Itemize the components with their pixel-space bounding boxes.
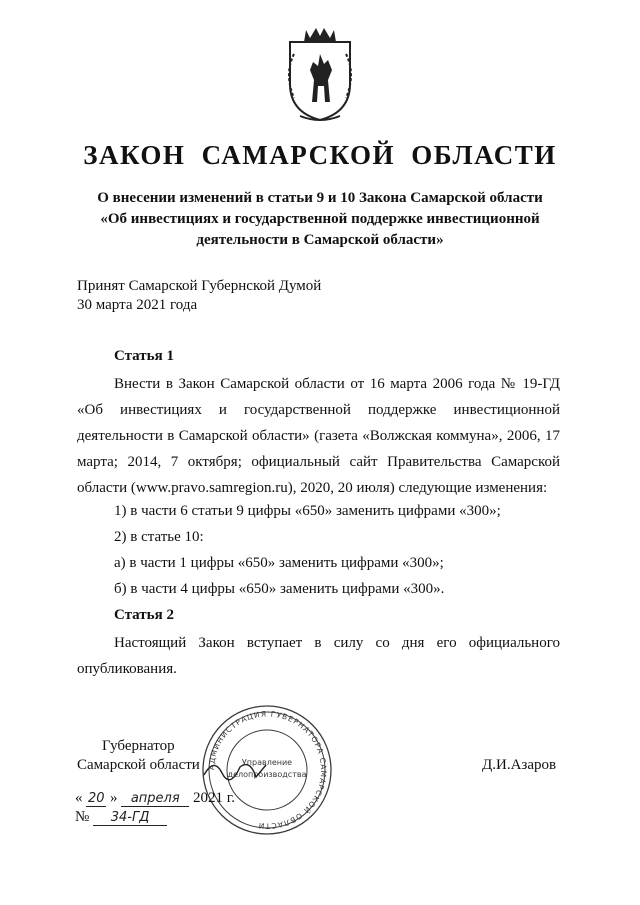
date-month: апреля	[121, 791, 189, 807]
adopted-date: 30 марта 2021 года	[77, 297, 198, 313]
article-2-text: Настоящий Закон вступает в силу со дня его официального опубликования.	[77, 635, 560, 677]
date-close-quote: »	[110, 790, 118, 806]
governor-name: Д.И.Азаров	[482, 757, 557, 773]
article-1-item: а) в части 1 цифры «650» заменить цифрами «300»;	[114, 555, 444, 571]
article-1-heading: Статья 1	[114, 348, 174, 364]
adopted-by: Принят Самарской Губернской Думой	[77, 278, 322, 294]
seal-outer-text: АДМИНИСТРАЦИЯ ГУБЕРНАТОРА САМАРСКОЙ ОБЛАСТИ	[206, 709, 329, 831]
seal-inner-line: делопроизводства	[227, 770, 307, 779]
number-prefix: №	[75, 809, 90, 825]
article-1-item: б) в части 4 цифры «650» заменить цифрами «300».	[114, 581, 445, 597]
date-year: 2021 г.	[193, 790, 235, 806]
date-open-quote: «	[75, 790, 83, 806]
signing-date	[75, 790, 235, 807]
law-title: ЗАКОН САМАРСКОЙ ОБЛАСТИ	[83, 140, 557, 170]
coat-of-arms-emblem	[280, 24, 360, 124]
subtitle-line: «Об инвестициях и государственной поддержке инвестиционной	[100, 211, 540, 227]
date-day: 20	[87, 791, 105, 806]
governor-title: Губернатор	[102, 738, 175, 754]
article-1-item: 1) в части 6 статьи 9 цифры «650» заменить цифрами «300»;	[114, 503, 501, 519]
law-number	[75, 809, 167, 826]
article-1-text: Внести в Закон Самарской области от 16 марта 2006 года № 19-ГД «Об инвестициях и государственной поддержке инвестиционной деятельности в Самарской области» (газета «Волжская коммуна», 2006, 17 марта; 2014, 7 октября; официальный сайт Правительства Самарской области (www.pravo.samregion.ru), 2020, 20 июля) следующие изменения:	[77, 376, 560, 496]
law-subtitle	[60, 188, 580, 251]
subtitle-line: деятельности в Самарской области»	[196, 232, 444, 248]
article-2-heading: Статья 2	[114, 607, 174, 623]
article-1-item: 2) в статье 10:	[114, 529, 204, 545]
seal-inner-line: Управление	[241, 758, 293, 767]
number-value: 34-ГД	[93, 810, 167, 826]
subtitle-line: О внесении изменений в статьи 9 и 10 Закона Самарской области	[97, 190, 543, 206]
governor-region: Самарской области	[77, 757, 200, 773]
handwritten-signature	[200, 755, 270, 785]
